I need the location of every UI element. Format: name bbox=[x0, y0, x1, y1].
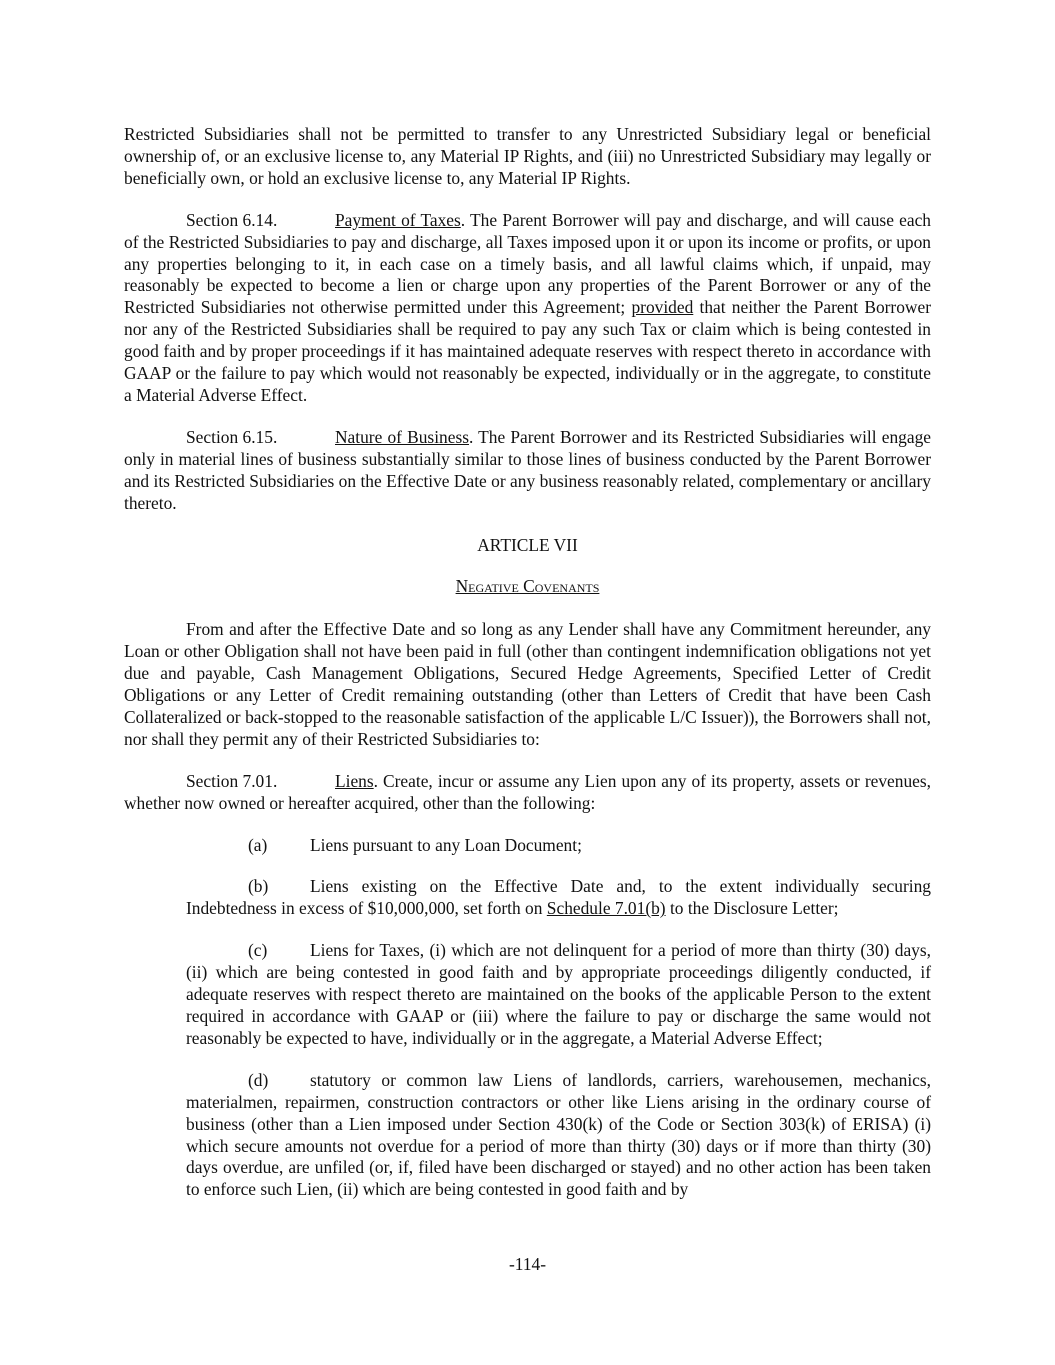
lead-paragraph: From and after the Effective Date and so long as any Lender shall have any Commitment hereunder, any Loan or other Obligation shall not have been paid in full (other than contingent indemnification obligations not yet due and payable, Cash Management Obligations, Secured Hedge Agreements, Specified Letter of Credit Obligations or any Letter of Credit remaining outstanding (other than Letters of Credit that have been Cash Collateralized or back-stopped to the reasonable satisfaction of the applicable L/C Issuer)), the Borrowers shall not, nor shall they permit any of their Restricted Subsidiaries to: bbox=[124, 619, 931, 749]
clause-c bbox=[186, 940, 931, 1050]
provided-term: provided bbox=[631, 297, 694, 318]
section-text: . The Parent Borrower and its Restricted Subsidiaries will engage only in material lines of business substantially similar to those lines of business conducted by the Parent Borrower and its Restricted Subsidiaries on the Effective Date or any business reasonably related, complementary or ancillary thereto. bbox=[124, 426, 931, 513]
clause-text: Liens pursuant to any Loan Document; bbox=[310, 834, 582, 855]
section-number: Section 6.14. bbox=[186, 209, 278, 230]
section-7-01 bbox=[124, 771, 931, 815]
section-text-cont: that neither the Parent Borrower nor any of the Restricted Subsidiaries shall be required to pay any such Tax or claim which is being contested in good faith and by proper proceedings if it has maintained adequate reserves with respect thereto in accordance with GAAP or the failure to pay which would not reasonably be expected, individually or in the aggregate, to constitute a Material Adverse Effect. bbox=[124, 297, 931, 405]
section-text: . The Parent Borrower will pay and discharge, and will cause each of the Restricted Subsidiaries to pay and discharge, all Taxes imposed upon it or upon its income or profits, or upon any properties belonging to it, in each case on a timely basis, and all lawful claims which, if unpaid, may reasonably be expected to become a lien or charge upon any properties of the Parent Borrower or any of the Restricted Subsidiaries not otherwise permitted under this Agreement; bbox=[124, 209, 931, 318]
article-title: ARTICLE VII bbox=[477, 534, 578, 555]
section-6-15 bbox=[124, 427, 931, 515]
section-heading: Nature of Business bbox=[335, 426, 469, 447]
document-page bbox=[124, 124, 931, 1221]
section-number: Section 6.15. bbox=[186, 426, 278, 447]
clause-text: Liens for Taxes, (i) which are not delinquent for a period of more than thirty (30) days, (ii) which are being contested in good faith and by appropriate proceedings diligently conducted, if adequate reserves with respect thereto are maintained on the books of the applicable Person to the extent required in accordance with GAAP or (iii) where the failure to pay or discharge the same would not reasonably be expected to have, individually or in the aggregate, a Material Adverse Effect; bbox=[186, 940, 931, 1048]
clause-text: Liens existing on the Effective Date and, to the extent individually securing Indebtedness in excess of $10,000,000, set forth on bbox=[186, 876, 931, 919]
section-heading: Payment of Taxes bbox=[335, 209, 461, 230]
section-number: Section 7.01. bbox=[186, 770, 278, 791]
clause-label: (d) bbox=[248, 1069, 269, 1090]
clause-a bbox=[186, 835, 931, 857]
clause-label: (b) bbox=[248, 876, 269, 897]
clause-label: (a) bbox=[248, 834, 268, 855]
section-heading: Liens bbox=[335, 770, 374, 791]
section-6-14 bbox=[124, 210, 931, 407]
clause-label: (c) bbox=[248, 940, 268, 961]
intro-paragraph: Restricted Subsidiaries shall not be permitted to transfer to any Unrestricted Subsidiary legal or beneficial ownership of, or an exclusive license to, any Material IP Rights, and (iii) no Unrestricted Subsidiary may legally or beneficially own, or hold an exclusive license to, any Material IP Rights. bbox=[124, 124, 931, 188]
clause-text: statutory or common law Liens of landlords, carriers, warehousemen, mechanics, materialmen, repairmen, construction contractors or other like Liens arising in the ordinary course of business (other than a Lien imposed under Section 430(k) of the Code or Section 303(k) of ERISA) (i) which secure amounts not overdue for a period of more than thirty (30) days or if more than thirty (30) days overdue, are unfiled (or, if, filed have been discharged or stayed) and no other action has been taken to enforce such Lien, (ii) which are being contested in good faith and by bbox=[186, 1069, 931, 1200]
section-text: . Create, incur or assume any Lien upon any of its property, assets or revenues, whether now owned or hereafter acquired, other than the following: bbox=[124, 770, 931, 813]
schedule-reference: Schedule 7.01(b) bbox=[546, 898, 666, 919]
clause-b bbox=[186, 876, 931, 920]
page-number: -114- bbox=[508, 1254, 547, 1274]
clause-d bbox=[186, 1070, 931, 1201]
article-subtitle: Negative Covenants bbox=[455, 576, 600, 597]
clause-text-cont: to the Disclosure Letter; bbox=[665, 898, 839, 919]
